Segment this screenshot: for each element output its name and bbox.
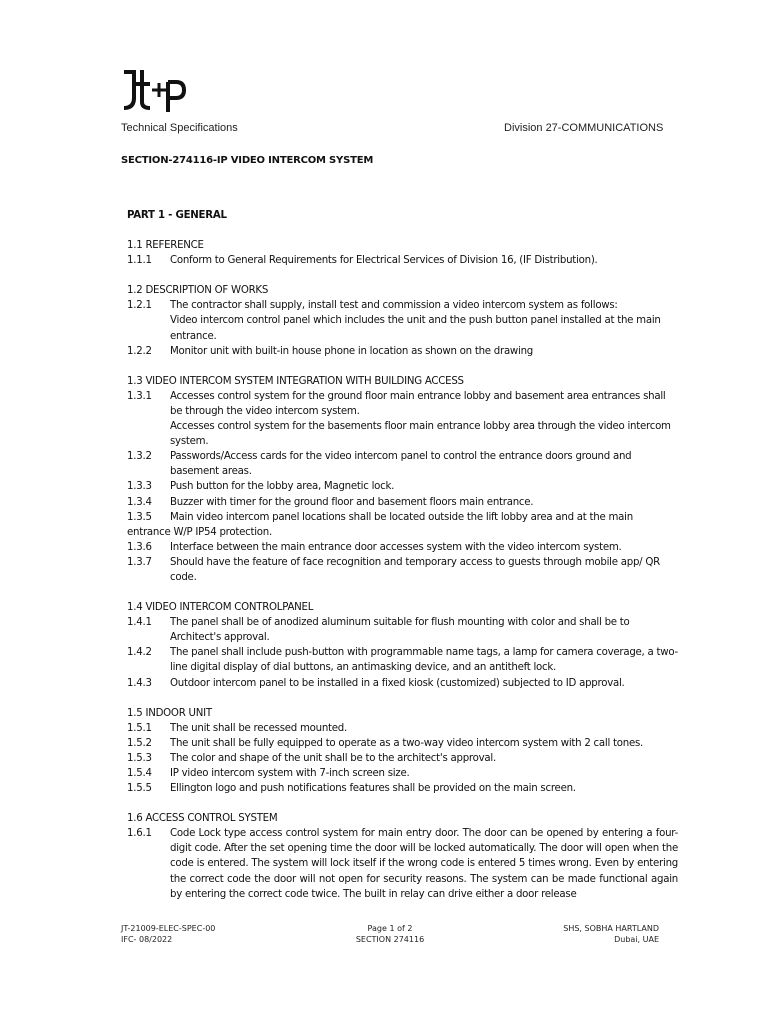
item-number: 1.4.2 [127, 647, 152, 659]
item-number: 1.1.1 [127, 255, 152, 267]
item-number: 1.3.5 [127, 511, 152, 523]
section-1-1 [127, 238, 678, 268]
item-text: Interface between the main entrance door accesses system with the video intercom system. [170, 541, 622, 553]
item-text: The panel shall include push-button with programmable name tags, a lamp for camera coverage, a two-line digital display of dial buttons, an antimasking device, and an antitheft lock. [170, 647, 678, 674]
list-item [127, 449, 678, 479]
section-number: SECTION 274116 [355, 935, 425, 944]
section-1-3 [127, 374, 678, 585]
item-number: 1.3.3 [127, 481, 152, 493]
section-1-2 [127, 283, 678, 358]
item-text: Should have the feature of face recognition and temporary access to guests through mobile app/ QR code. [170, 556, 660, 583]
list-item [127, 479, 678, 494]
item-number: 1.3.2 [127, 451, 152, 463]
list-item [127, 736, 678, 751]
item-number: 1.3.6 [127, 541, 152, 553]
item-text: Buzzer with timer for the ground floor and basement floors main entrance. [170, 496, 534, 508]
item-text: Main video intercom panel locations shall be located outside the lift lobby area and at the main [170, 511, 633, 523]
section-heading: 1.3 VIDEO INTERCOM SYSTEM INTEGRATION WITH BUILDING ACCESS [127, 375, 464, 387]
item-continuation: entrance W/P IP54 protection. [127, 526, 272, 538]
list-item [127, 555, 678, 585]
section-1-5 [127, 706, 678, 797]
item-number: 1.3.1 [127, 390, 152, 402]
item-text: The color and shape of the unit shall be to the architect's approval. [170, 752, 496, 764]
item-subtext: Accesses control system for the basements floor main entrance lobby area through the video intercom system. [170, 421, 671, 448]
item-number: 1.4.3 [127, 677, 152, 689]
document-body [127, 208, 678, 902]
company-logo [122, 68, 186, 112]
item-number: 1.5.3 [127, 752, 152, 764]
item-text: Monitor unit with built-in house phone in location as shown on the drawing [170, 345, 534, 357]
list-item [127, 645, 678, 675]
list-item [127, 540, 678, 555]
header-right: Division 27-COMMUNICATIONS [504, 122, 664, 134]
item-number: 1.5.1 [127, 722, 152, 734]
page-number: Page 1 of 2 [367, 924, 413, 933]
section-heading: 1.4 VIDEO INTERCOM CONTROLPANEL [127, 602, 314, 614]
item-text: Accesses control system for the ground floor main entrance lobby and basement area entrances shall be through the video intercom system. [170, 390, 666, 417]
part-title: PART 1 - GENERAL [127, 210, 227, 221]
item-subtext: Video intercom control panel which includes the unit and the push button panel installed at the main entrance. [170, 315, 661, 342]
list-item [127, 615, 678, 645]
item-text: Push button for the lobby area, Magnetic lock. [170, 481, 395, 493]
item-number: 1.5.5 [127, 783, 152, 795]
section-title: SECTION-274116-IP VIDEO INTERCOM SYSTEM [121, 155, 374, 166]
item-text: IP video intercom system with 7-inch screen size. [170, 768, 410, 779]
footer-center [340, 923, 440, 945]
section-heading: 1.6 ACCESS CONTROL SYSTEM [127, 813, 278, 825]
item-text: Conform to General Requirements for Electrical Services of Division 16, (IF Distribution). [170, 255, 598, 267]
list-item [127, 389, 678, 419]
item-text: The unit shall be recessed mounted. [170, 722, 348, 734]
item-text: Ellington logo and push notifications features shall be provided on the main screen. [170, 783, 576, 795]
list-item [127, 826, 678, 901]
section-heading: 1.1 REFERENCE [127, 240, 204, 252]
list-item [127, 721, 678, 736]
footer-right [520, 923, 659, 945]
list-item [127, 676, 678, 691]
list-item [127, 751, 678, 766]
item-text: Outdoor intercom panel to be installed in a fixed kiosk (customized) subjected to ID approval. [170, 677, 625, 689]
document-code: JT-21009-ELEC-SPEC-00 [121, 924, 216, 933]
section-1-6 [127, 811, 678, 902]
footer-left [121, 923, 215, 945]
item-text: The unit shall be fully equipped to operate as a two-way video intercom system with 2 call tones. [170, 737, 644, 749]
header-left: Technical Specifications [121, 122, 238, 134]
section-heading: 1.2 DESCRIPTION OF WORKS [127, 285, 269, 297]
list-item [127, 344, 678, 359]
list-item [127, 510, 678, 525]
list-item [127, 253, 678, 268]
project-location: Dubai, UAE [614, 935, 659, 944]
section-heading: 1.5 INDOOR UNIT [127, 707, 212, 719]
item-text: The panel shall be of anodized aluminum suitable for flush mounting with color and shall be to Architect's approval. [170, 617, 630, 644]
item-number: 1.5.2 [127, 737, 152, 749]
list-item [127, 766, 678, 781]
item-text: Code Lock type access control system for main entry door. The door can be opened by entering a four-digit code. After the set opening time the door will be locked automatically. The door will open when the code is entered. The system will lock itself if the wrong code is entered 5 times wrong. Even by entering the correct code the door will not open for security reasons. The system can be made functional again by entering the correct code twice. The built in relay can drive either a door release [170, 828, 678, 900]
item-text: The contractor shall supply, install test and commission a video intercom system as follows: [170, 300, 618, 312]
item-number: 1.3.7 [127, 556, 152, 568]
issue-date: IFC- 08/2022 [121, 935, 173, 944]
item-number: 1.6.1 [127, 828, 152, 840]
item-number: 1.2.1 [127, 300, 152, 312]
item-number: 1.2.2 [127, 345, 152, 357]
item-text: Passwords/Access cards for the video intercom panel to control the entrance doors ground and basement areas. [170, 451, 632, 478]
item-number: 1.4.1 [127, 617, 152, 629]
list-item [127, 495, 678, 510]
list-item [127, 298, 678, 313]
item-number: 1.3.4 [127, 496, 152, 508]
item-number: 1.5.4 [127, 768, 152, 779]
section-1-4 [127, 600, 678, 691]
project-name: SHS, SOBHA HARTLAND [563, 924, 659, 933]
list-item [127, 781, 678, 796]
